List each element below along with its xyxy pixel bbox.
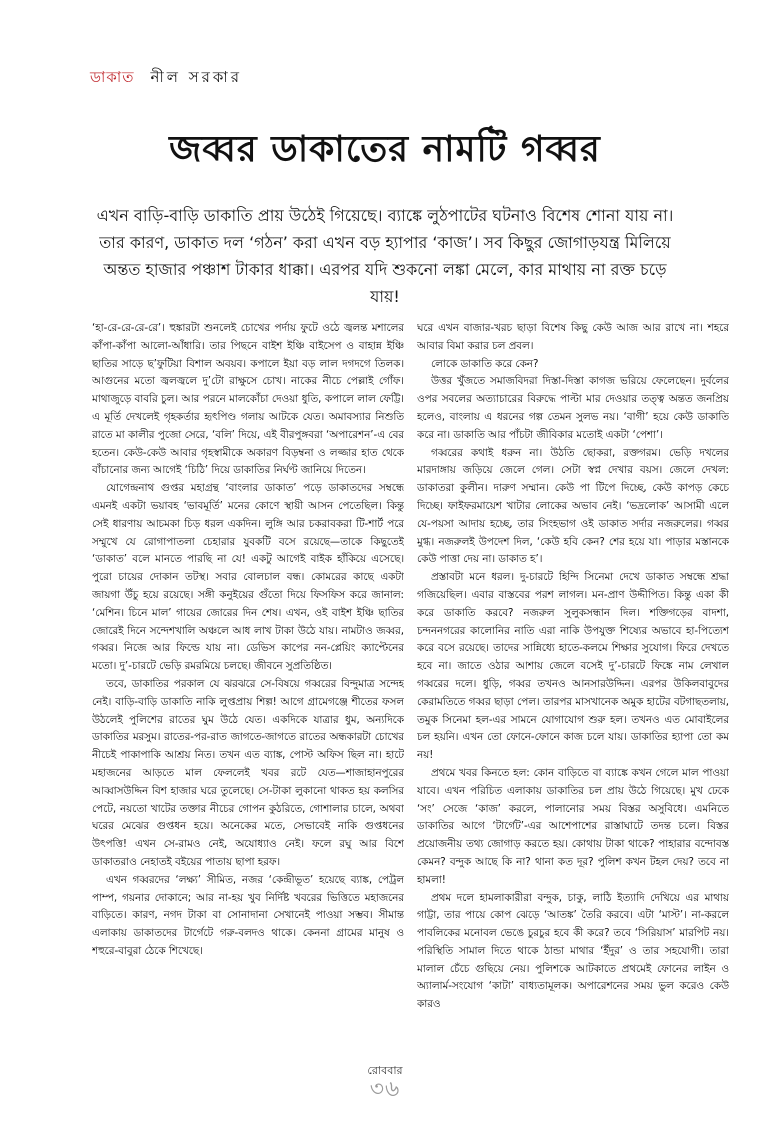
magazine-name: রোববার (367, 1064, 403, 1077)
paragraph: প্রস্তাবটা মনে ধরল। দু-চারটে হিন্দি সিনেমা দেখে ডাকাত সম্বন্ধে শ্রদ্ধা গজিয়েছিল। এবার বাস্তবের পরশ লাগল। মন-প্রাণ উদ্দীপিত। কিন্তু একা কী করে ডাকাতি করবে? নজরুল সুলুকসন্ধান দিল। শক্তিগড়ের বাদশা, চন্দননগরের কালোনির নাতি এরা নাকি উপযুক্ত শিষ্যের অভাবে হা-পিত্যেশ করে বসে রয়েছে। তাদের সান্নিধ্যে হাতে-কলমে শিক্ষার সুযোগ। ফিরে দেখতে হবে না। জাতে ওঠার আশায় জেলে বসেই দু’-চারটে ফিঙ্কে নাম লেখাল গব্বরের দলে। ধুড়ি, গব্বর তখনও আনসারউদ্দিন। এরপর উকিলবাবুদের কেরামতিতে গব্বর ছাড়া পেল। তারপর মাসখানেক অমুক হাটের বটগাছতলায়, তমুক সিনেমা হল-এর সামনে যোগাযোগ শুরু হল। তখনও এত মোবাইলের চল হয়নি। এখন তো ফোনে-ফোনে কাজ চলে যায়। ডাকাতির হ্যাপা তো কম নয়! (417, 571, 729, 762)
paragraph: ঘরে এখন বাজার-খরচ ছাড়া বিশেষ কিছু কেউ আজ আর রাখে না। শহরে আবার বিমা করার চল প্রবল। (417, 322, 729, 352)
paragraph: ‘হা-রে-রে-রে-রে’। হুঙ্কারটা শুনলেই চোখের পর্দায় ফুটে ওঠে জ্বলন্ত মশালের কাঁপা-কাঁপা আলো-আঁধারি। তার পিছনে বাইশ ইঞ্চি বাইসেপ ও বাহান্ন ইঞ্চি ছাতির সাড়ে ছ’ফুটিয়া বিশাল অবয়ব। কপালে ইয়া বড় লাল দগদগে তিলক। আগুনের মতো জ্বলজ্বলে দু’টো রাক্ষুসে চোখ। নাকের নীচে পেল্লাই গোঁফ। মাথাজুড়ে বাবরি চুল। আর পরনে মালকোঁচা দেওয়া ধুতি, কপালে লাল ফেট্টি। এ মূর্তি দেখলেই গৃহকর্তার হৃৎপিণ্ড গলায় আটকে যেত। অমাবস্যার নিশুতি রাতে মা কালীর পুজো সেরে, ‘বলি’ দিয়ে, এই বীরপুঙ্গবরা ‘অপারেশন’-এ বের হতেন। কেউ-কেউ আবার গৃহস্বামীকে অকারণ বিড়ম্বনা ও লজ্জার হাত থেকে বাঁচানোর জন্য আগেই ‘চিঠি’ দিয়ে ডাকাতির নির্ঘণ্ট জানিয়ে দিতেন। (92, 322, 404, 477)
paragraph: এখন গব্বরদের ‘লক্ষ্য’ সীমিত, নজর ‘কেন্দ্রীভূত’ হয়েছে ব্যাঙ্ক, পেট্রল পাম্প, গয়নার দোকানে; আর না-হয় খুব নির্দিষ্ট খবরের ভিত্তিতে মহাজনের বাড়িতে। কারণ, নগদ টাকা বা সোনাদানা সেখানেই পাওয়া সম্ভব। সীমান্ত এলাকায় ডাকাতদের টার্গেটে গরু-বলদও থাকে। কেননা গ্রামের মানুষ ও শহুরে-বাবুরা ঠেকে শিখেছে। (92, 873, 404, 957)
section-label: ডাকাত (90, 68, 135, 86)
paragraph: তবে, ডাকাতির পরকাল যে ঝরঝরে সে-বিষয়ে গব্বরের বিন্দুমাত্র সন্দেহ নেই। বাড়ি-বাড়ি ডাকাতি নাকি লুপ্তপ্রায় শিল্প! আগে গ্রামেগঞ্জে শীতের ফসল উঠলেই পুলিশের রাতের ঘুম উঠে যেত। একদিকে যাত্রার ধুম, অন্যদিকে ডাকাতির মরসুম। রাতের-পর-রাত জাগতে-জাগতে রাতের অন্ধকারটা চোখের নীচেই পাকাপাকি আশ্রয় নিত। তখন এত ব্যাঙ্ক, পোস্ট অফিস ছিল না। হাটে মহাজনের আড়তে মাল ফেললেই খবর রটে যেত—শাজাহানপুরের আব্বাসউদ্দিন বিশ হাজার ঘরে তুলেছে। সে-টাকা লুকানো থাকত হয় কলসির পেটে, নয়তো খাটের তক্তার নীচের গোপন কুঠরিতে, গোশালার চালে, অথবা ঘরের মেঝের গুপ্তধন হয়ে। অনেকের মতে, সেভাবেই নাকি গুপ্তধনের উৎপত্তি! এখন সে-রামও নেই, অযোধ্যাও নেই। ফলে রঘু আর বিশে ডাকাতরাও নেহাতই বইয়ের পাতায় ছাপা হরফ। (92, 677, 404, 868)
body-column-left (92, 320, 404, 1032)
paragraph: যোগেন্দ্রনাথ গুপ্তর মহাগ্রন্থ ‘বাংলার ডাকাত’ পড়ে ডাকাতদের সম্বন্ধে এমনই একটা ভয়াবহ ‘ভাবমূর্তি’ মনের কোণে স্থায়ী আসন পেতেছিল। কিন্তু সেই ধারণায় আচমকা চিড় ধরল একদিন। লুঙ্গি আর চকরাবকরা টি-শার্ট পরে সম্মুখে যে রোগাপাতলা চেহারার যুবকটি বসে রয়েছে—তাকে কিছুতেই ‘ডাকাত’ বলে মানতে পারছি না যে! একটু আগেই বাইক হাঁকিয়ে এসেছে। পুরো চায়ের দোকান তটস্থ। সবার বোলচাল বন্ধ। কোমরের কাছে একটা জায়গা উঁচু হয়ে রয়েছে। সঙ্গী কনুইয়ের গুঁতো দিয়ে ফিসফিস করে জানাল: ‘মেশিন। চিনে মাল’ গায়ের জোরের দিন শেষ। এখন, ওই বাইশ ইঞ্চি ছাতির জোরেই দিনে সন্দেশখালি অঞ্চলে আধ লাখ টাকা উঠে যায়। নামটাও জব্বর, গব্বর। নিজে আর ফিল্ডে যায় না। ডেভিস কাপের নন-প্লেয়িং ক্যাপ্টেনের মতো। দু’-চারটে ভেড়ি রমরমিয়ে চলছে। জীবনে সুপ্রতিষ্ঠিত। (92, 482, 404, 673)
paragraph: প্রথম দলে হামলাকারীরা বন্দুক, চাকু, লাঠি ইত্যাদি দেখিয়ে এর মাথায় গাট্টা, তার পায়ে কোপ ঝেড়ে ‘আতঙ্ক’ তৈরি করবে। এটা ‘মাস্ট’। না-করলে পাবলিকের মনোবল ভেঙে চুরচুর হবে কী করে? তবে ‘সিরিয়াস’ মারপিট নয়। পরিস্থিতি সামাল দিতে থাকে ঠান্ডা মাথার ‘ইঁদুর’ ও তার সহযোগী। তারা মালাল চেঁচে গুছিয়ে নেয়। পুলিশকে আটকাতে প্রথমেই ফোনের লাইন ও অ্যালার্ম-সংযোগ ‘কাটা’ বাধ্যতামূলক। অপারেশনের সময় ভুল করেও কেউ কারও (417, 891, 729, 1011)
paragraph: প্রথমে খবর কিনতে হল: কোন বাড়িতে বা ব্যাঙ্কে কখন গেলে মাল পাওয়া যাবে। এখন পরিচিত এলাকায় ডাকাতির চল প্রায় উঠে গিয়েছে। মুখ ঢেকে ‘সং’ সেজে ‘কাজ’ করলে, পালানোর সময় বিস্তর অসুবিধে। এমনিতে ডাকাতির আগে ‘টার্গেট’-এর আশেপাশের রাস্তাঘাটে তদন্ত চলে। বিস্তর প্রয়োজনীয় তথ্য জোগাড় করতে হয়। কোথায় টাকা থাকে? পাহারার বন্দোবস্ত কেমন? বন্দুক আছে কি না? থানা কত দূর? পুলিশ কখন টহল দেয়? তবে না হামলা! (417, 766, 729, 886)
author-name: নীল সরকার (150, 68, 242, 86)
article-standfirst: এখন বাড়ি-বাড়ি ডাকাতি প্রায় উঠেই গিয়েছে। ব্যাঙ্কে লুঠপাটের ঘটনাও বিশেষ শোনা যায় না। তার কারণ, ডাকাত দল ‘গঠন’ করা এখন বড় হ্যাপার ‘কাজ’। সব কিছুর জোগাড়যন্ত্র মিলিয়ে অন্তত হাজার পঞ্চাশ টাকার ধাক্কা। এরপর যদি শুকনো লঙ্কা মেলে, কার মাথায় না রক্ত চড়ে যায়! (96, 206, 674, 306)
body-column-right (417, 320, 729, 1032)
article-title: জব্বর ডাকাতের নামটি গব্বর (169, 129, 601, 170)
kicker (90, 66, 242, 91)
page-number: ৩৬ (369, 1077, 401, 1102)
paragraph: উত্তর খুঁজতে সমাজবিদরা দিস্তা-দিস্তা কাগজ ভরিয়ে ফেলেছেন। দুর্বলের ওপর সবলের অত্যাচারের বিরুদ্ধে পাল্টা মার দেওয়ার তত্ত্ব অন্তত জনপ্রিয় হলেও, বাংলায় এ ধরনের গল্প তেমন সুলভ নয়। ‘বাগী’ হয়ে কেউ ডাকাতি করে না। ডাকাতি আর পাঁচটা জীবিকার মতোই একটা ‘পেশা’। (417, 375, 729, 441)
paragraph: গব্বরের কথাই ধরুন না। উঠতি ছোকরা, রক্তগরম। ভেড়ি দখলের মারদাঙ্গায় জড়িয়ে জেলে গেল। সেটা স্বপ্ন দেখার বয়স। জেলে দেখল: ডাকাতরা কুলীন। দারুণ সম্মান। কেউ পা টিপে দিচ্ছে, কেউ কাপড় কেচে দিচ্ছে। ফাইফরমায়েশ খাটার লোকের অভাব নেই। ‘ভদ্রলোক’ আসামী এলে যে-পয়সা আদায় হচ্ছে, তার সিংহভাগ ওই ডাকাত সর্দার নজরুলের। গব্বর মুগ্ধ। নজরুলই উপদেশ দিল, ‘কেউ হবি কেন? শের হয়ে যা। পাড়ার মস্তানকে কেউ পাত্তা দেয় না। ডাকাত হ’। (417, 446, 729, 566)
paragraph: লোকে ডাকাতি করে কেন? (431, 357, 539, 370)
